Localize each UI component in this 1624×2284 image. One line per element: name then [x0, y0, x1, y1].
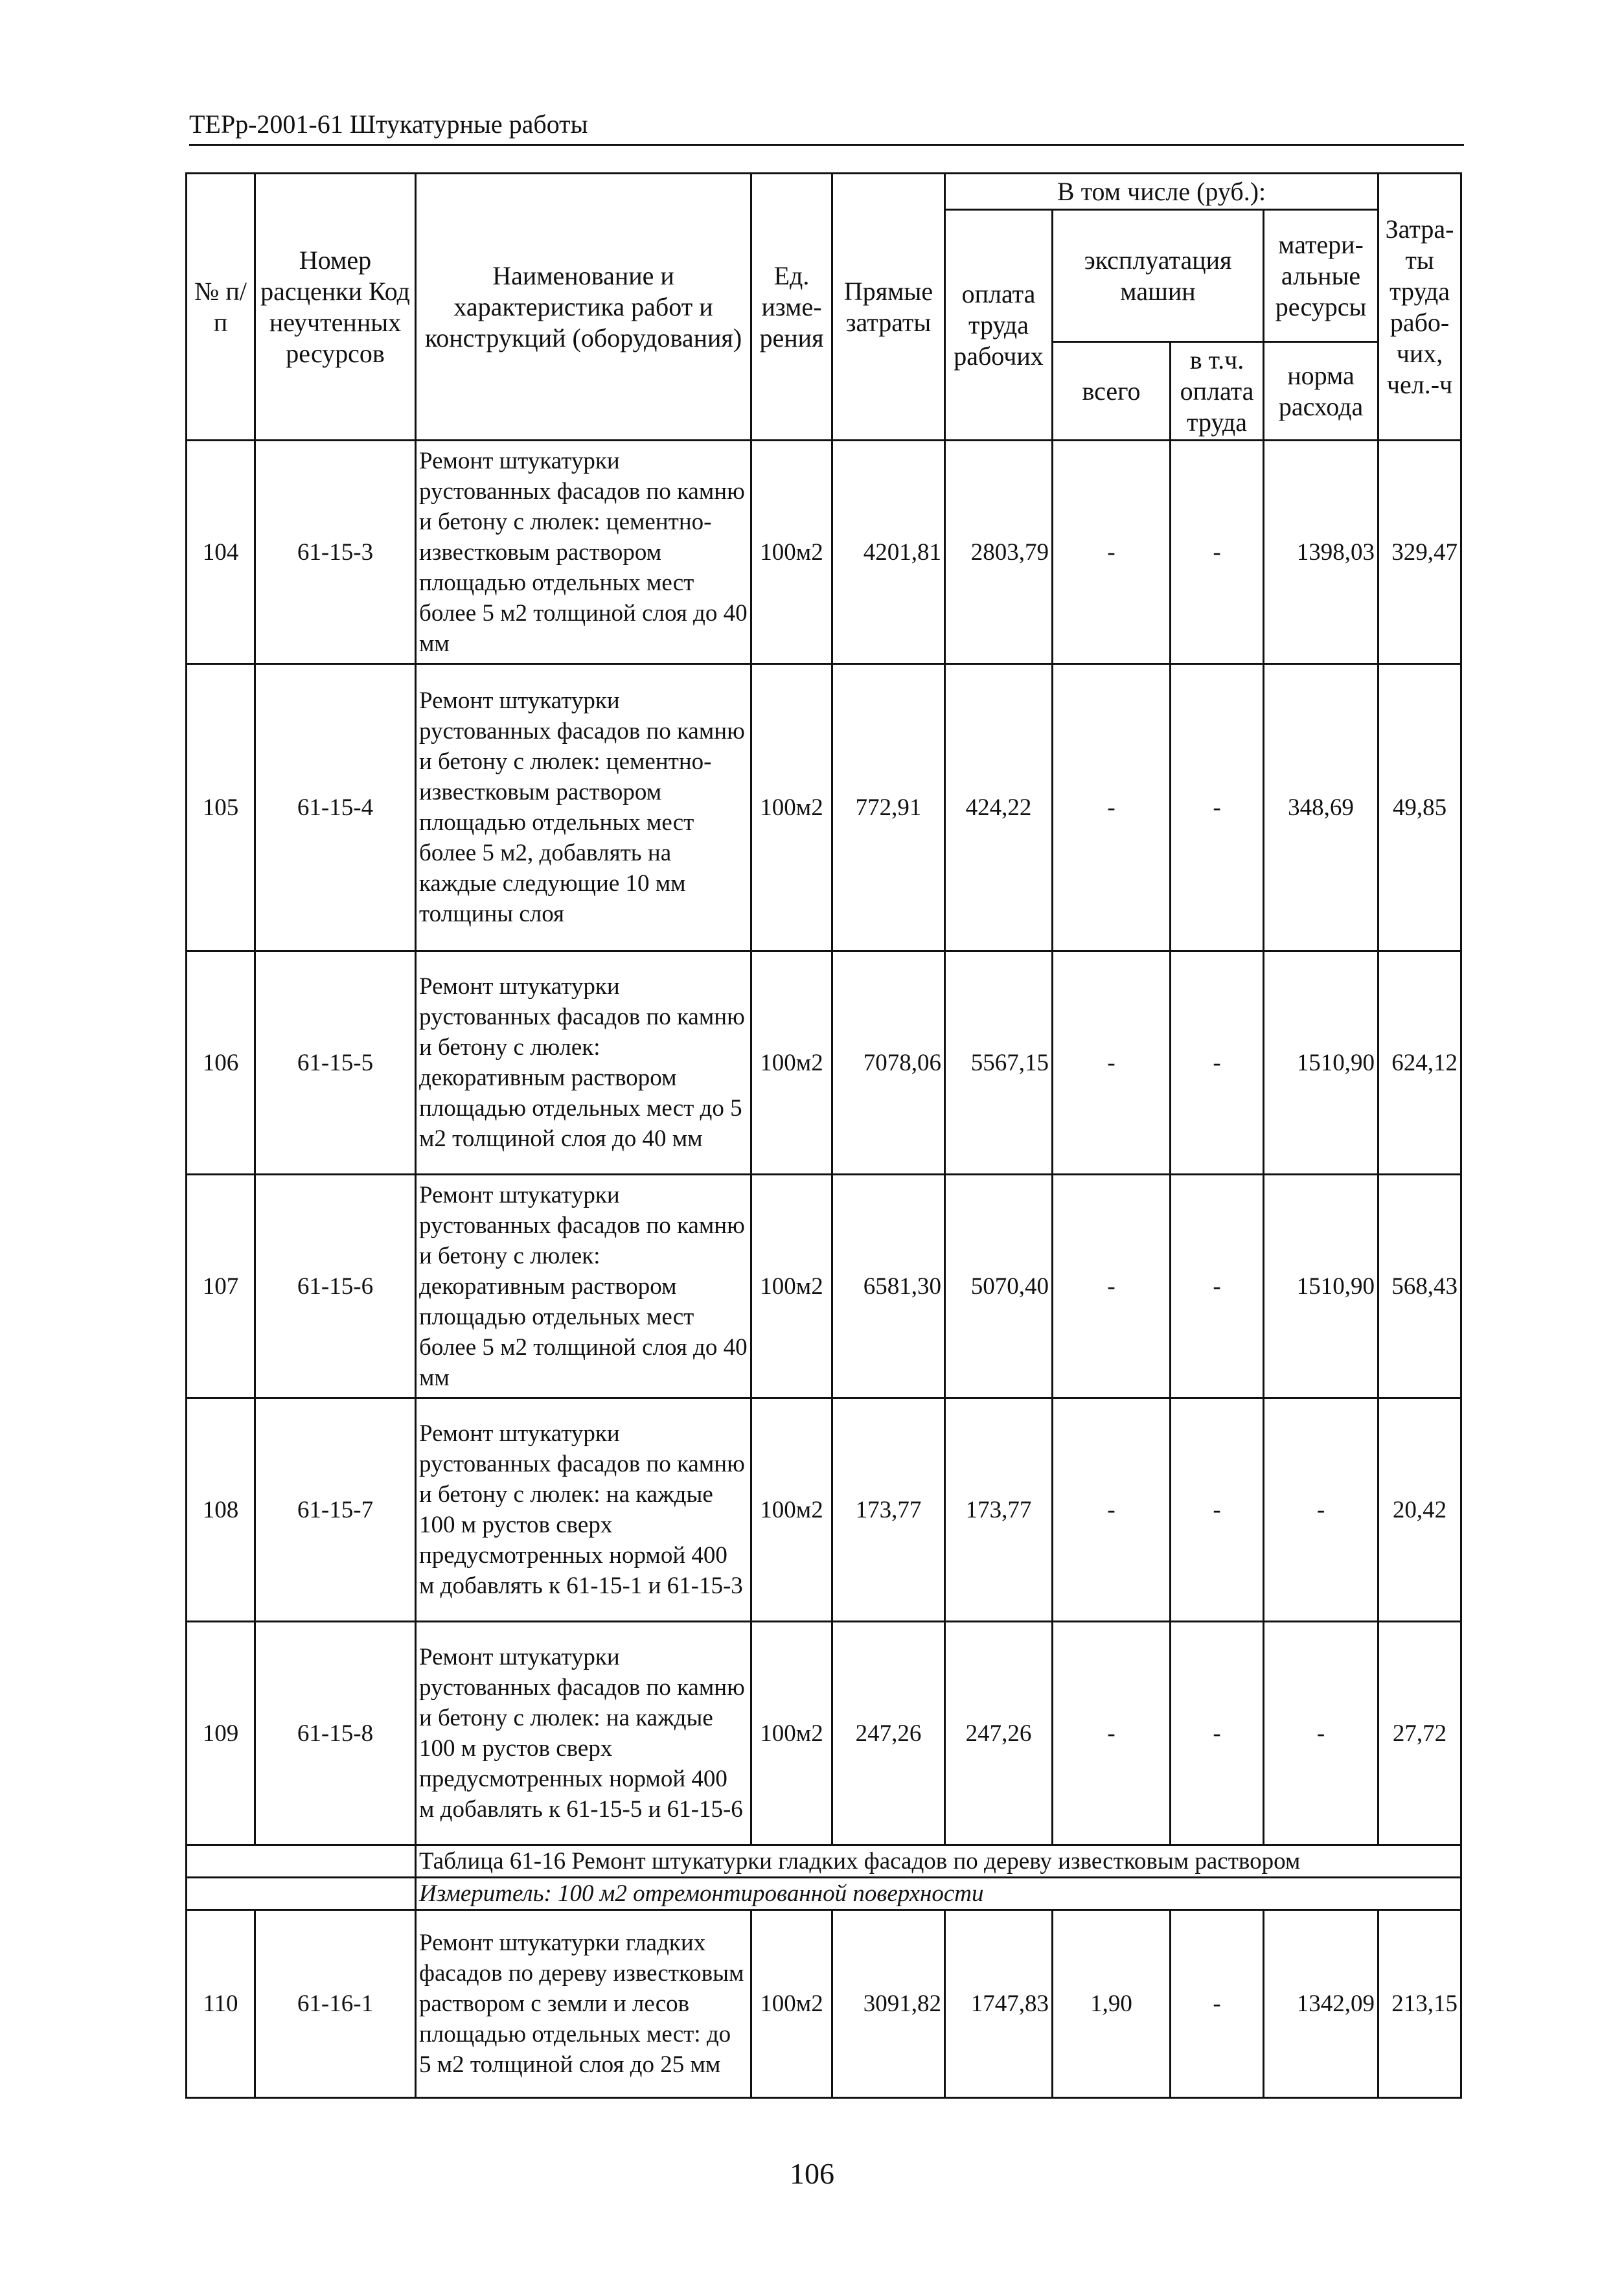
- cell-machines-total: -: [1053, 441, 1171, 664]
- cell-materials: -: [1264, 1398, 1378, 1622]
- cell-num: 105: [187, 664, 255, 951]
- cell-machines-total: 1,90: [1053, 1910, 1171, 2098]
- table-row: [187, 1622, 1461, 1845]
- table-row: [187, 1398, 1461, 1622]
- cell-materials: 1510,90: [1264, 951, 1378, 1175]
- cell-labor-pay: 173,77: [945, 1398, 1053, 1622]
- cell-labor-cost: 213,15: [1378, 1910, 1461, 2098]
- cell-name: Ремонт штукатурки рустованных фасадов по камню и бетону с люлек: цементно-известковым раствором площадью отдельных мест более 5 м2 толщиной слоя до 40 мм: [416, 441, 751, 664]
- cell-direct: 3091,82: [832, 1910, 945, 2098]
- cell-code: 61-15-3: [255, 441, 416, 664]
- cell-labor-pay: 2803,79: [945, 441, 1053, 664]
- cell-name: Ремонт штукатурки рустованных фасадов по камню и бетону с люлек: на каждые 100 м рустов сверх предусмотренных нормой 400 м добавлять к 61-15-5 и 61-15-6: [416, 1622, 751, 1845]
- cell-labor-cost: 568,43: [1378, 1175, 1461, 1398]
- cell-materials: 1398,03: [1264, 441, 1378, 664]
- table-row: [187, 1175, 1461, 1398]
- table-caption: Таблица 61-16 Ремонт штукатурки гладких фасадов по дереву известковым раствором: [416, 1845, 1461, 1878]
- col-header-machines-total: всего: [1053, 342, 1171, 441]
- cell-machines-total: -: [1053, 1398, 1171, 1622]
- cell-machines-total: -: [1053, 664, 1171, 951]
- cell-code: 61-16-1: [255, 1910, 416, 2098]
- col-header-machines: эксплуатация машин: [1053, 210, 1264, 342]
- cell-machines-labor: -: [1171, 1622, 1264, 1845]
- cell-num: 106: [187, 951, 255, 1175]
- cell-labor-pay: 1747,83: [945, 1910, 1053, 2098]
- meter-spacer: [187, 1878, 416, 1910]
- cell-materials: -: [1264, 1622, 1378, 1845]
- cell-code: 61-15-8: [255, 1622, 416, 1845]
- table-row: [187, 664, 1461, 951]
- meter-row: [187, 1878, 1461, 1910]
- col-header-labor-pay: оплата труда рабочих: [945, 210, 1053, 441]
- cell-unit: 100м2: [751, 1398, 832, 1622]
- page-number: 106: [790, 2157, 834, 2190]
- cell-machines-labor: -: [1171, 1910, 1264, 2098]
- col-header-name: Наименование и характеристика работ и конструкций (оборудования): [416, 174, 751, 441]
- meter-label: Измеритель: 100 м2 отремонтированной поверхности: [416, 1878, 1461, 1910]
- cell-labor-cost: 329,47: [1378, 441, 1461, 664]
- cell-direct: 247,26: [832, 1622, 945, 1845]
- col-header-num: № п/п: [187, 174, 255, 441]
- caption-spacer: [187, 1845, 416, 1878]
- cell-direct: 4201,81: [832, 441, 945, 664]
- cell-num: 110: [187, 1910, 255, 2098]
- cell-unit: 100м2: [751, 1622, 832, 1845]
- col-header-including: В том числе (руб.):: [945, 174, 1378, 210]
- cell-machines-labor: -: [1171, 441, 1264, 664]
- col-header-unit: Ед. изме-рения: [751, 174, 832, 441]
- cell-labor-cost: 624,12: [1378, 951, 1461, 1175]
- cell-machines-total: -: [1053, 951, 1171, 1175]
- cell-labor-cost: 49,85: [1378, 664, 1461, 951]
- table-row: [187, 441, 1461, 664]
- header-rule: [189, 144, 1464, 146]
- col-header-materials-norm: норма расхода: [1264, 342, 1378, 441]
- cell-code: 61-15-4: [255, 664, 416, 951]
- cell-materials: 348,69: [1264, 664, 1378, 951]
- cell-labor-pay: 5567,15: [945, 951, 1053, 1175]
- cell-direct: 6581,30: [832, 1175, 945, 1398]
- cell-direct: 772,91: [832, 664, 945, 951]
- cell-name: Ремонт штукатурки рустованных фасадов по камню и бетону с люлек: декоративным раствором площадью отдельных мест более 5 м2 толщиной слоя до 40 мм: [416, 1175, 751, 1398]
- cell-machines-total: -: [1053, 1622, 1171, 1845]
- cell-num: 109: [187, 1622, 255, 1845]
- cell-code: 61-15-5: [255, 951, 416, 1175]
- cell-direct: 173,77: [832, 1398, 945, 1622]
- cell-code: 61-15-6: [255, 1175, 416, 1398]
- col-header-code: Номер расценки Код неучтенных ресурсов: [255, 174, 416, 441]
- rates-table: [185, 172, 1462, 2099]
- cell-labor-pay: 5070,40: [945, 1175, 1053, 1398]
- cell-name: Ремонт штукатурки гладких фасадов по дереву известковым раствором с земли и лесов площадью отдельных мест: до 5 м2 толщиной слоя до 25 мм: [416, 1910, 751, 2098]
- col-header-labor-cost: Затра-ты труда рабо-чих, чел.-ч: [1378, 174, 1461, 441]
- cell-unit: 100м2: [751, 951, 832, 1175]
- cell-unit: 100м2: [751, 664, 832, 951]
- cell-materials: 1342,09: [1264, 1910, 1378, 2098]
- table-row: [187, 1910, 1461, 2098]
- cell-machines-labor: -: [1171, 1175, 1264, 1398]
- cell-code: 61-15-7: [255, 1398, 416, 1622]
- col-header-machines-labor: в т.ч. оплата труда: [1171, 342, 1264, 441]
- col-header-direct: Прямые затраты: [832, 174, 945, 441]
- cell-unit: 100м2: [751, 441, 832, 664]
- cell-name: Ремонт штукатурки рустованных фасадов по камню и бетону с люлек: декоративным раствором площадью отдельных мест до 5 м2 толщиной слоя до 40 мм: [416, 951, 751, 1175]
- cell-unit: 100м2: [751, 1910, 832, 2098]
- cell-num: 104: [187, 441, 255, 664]
- cell-labor-cost: 27,72: [1378, 1622, 1461, 1845]
- cell-direct: 7078,06: [832, 951, 945, 1175]
- page-header: ТЕРр-2001-61 Штукатурные работы: [189, 110, 588, 139]
- cell-labor-pay: 424,22: [945, 664, 1053, 951]
- cell-num: 107: [187, 1175, 255, 1398]
- cell-unit: 100м2: [751, 1175, 832, 1398]
- cell-labor-cost: 20,42: [1378, 1398, 1461, 1622]
- cell-labor-pay: 247,26: [945, 1622, 1053, 1845]
- cell-name: Ремонт штукатурки рустованных фасадов по камню и бетону с люлек: на каждые 100 м рустов сверх предусмотренных нормой 400 м добавлять к 61-15-1 и 61-15-3: [416, 1398, 751, 1622]
- cell-num: 108: [187, 1398, 255, 1622]
- cell-machines-labor: -: [1171, 664, 1264, 951]
- cell-machines-labor: -: [1171, 951, 1264, 1175]
- col-header-materials: матери-альные ресурсы: [1264, 210, 1378, 342]
- cell-materials: 1510,90: [1264, 1175, 1378, 1398]
- cell-machines-total: -: [1053, 1175, 1171, 1398]
- cell-name: Ремонт штукатурки рустованных фасадов по камню и бетону с люлек: цементно-известковым раствором площадью отдельных мест более 5 м2, добавлять на каждые следующие 10 мм толщины слоя: [416, 664, 751, 951]
- cell-machines-labor: -: [1171, 1398, 1264, 1622]
- caption-row: [187, 1845, 1461, 1878]
- table-row: [187, 951, 1461, 1175]
